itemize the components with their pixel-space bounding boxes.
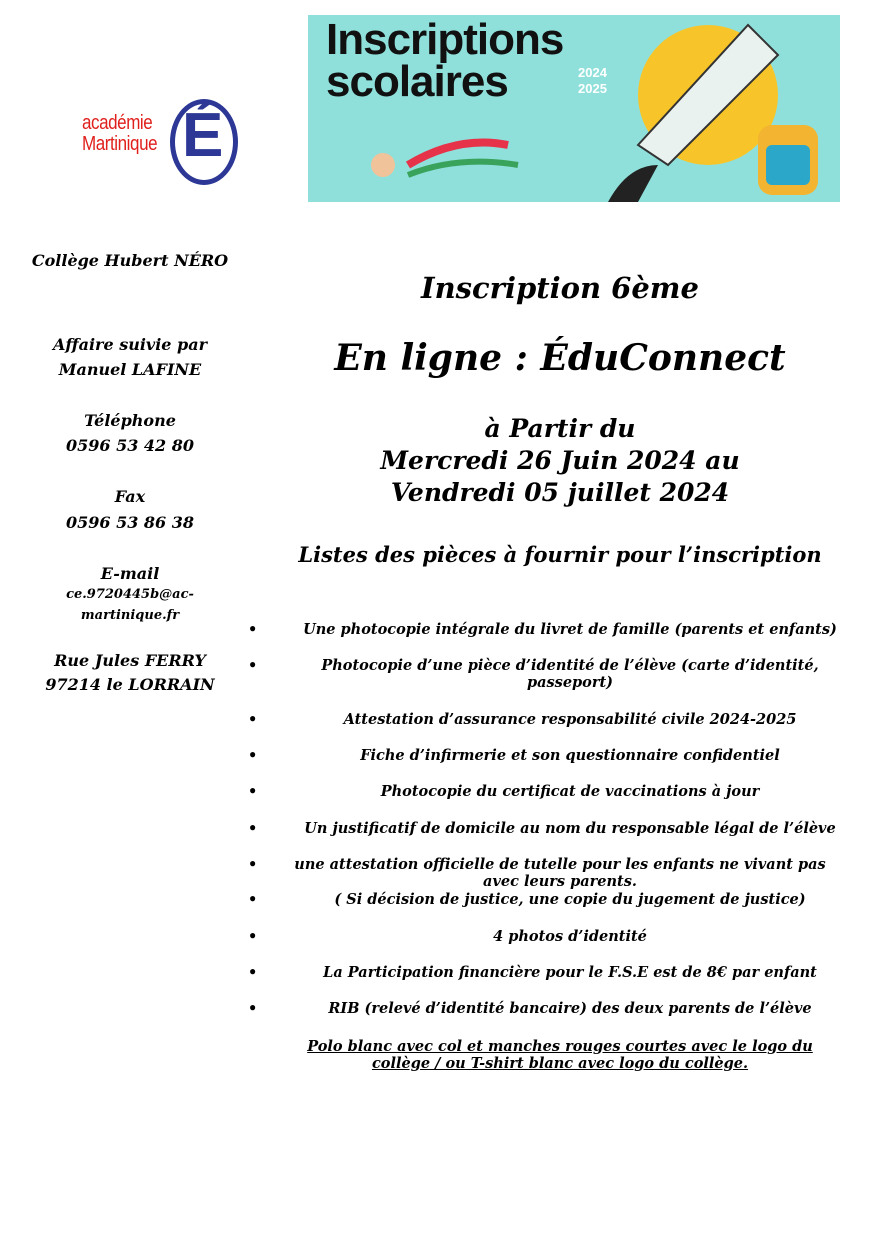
- list-item-text: Un justificatif de domicile au nom du responsable légal de l’élève: [304, 820, 836, 837]
- uniform-note-line-1: Polo blanc avec col et manches rouges courtes avec le logo du: [307, 1038, 813, 1055]
- list-item-text: Photocopie du certificat de vaccinations à jour: [380, 783, 760, 800]
- list-item-text: Attestation d’assurance responsabilité civile 2024-2025: [343, 711, 797, 728]
- email-line-2: martinique.fr: [80, 608, 180, 623]
- banner-title-2: scolaires: [326, 57, 508, 106]
- date-line-1: à Partir du: [484, 414, 636, 443]
- fax-label: Fax: [114, 487, 146, 506]
- inscriptions-banner: [308, 15, 840, 202]
- phone-label: Téléphone: [84, 411, 176, 430]
- list-item: • Un justificatif de domicile au nom du responsable légal de l’élève: [240, 820, 860, 837]
- list-item: • Une photocopie intégrale du livret de famille (parents et enfants): [240, 621, 860, 638]
- list-item: • Photocopie du certificat de vaccinations à jour: [240, 783, 860, 800]
- banner-title-1: Inscriptions: [326, 15, 564, 64]
- email-label: E-mail: [100, 564, 160, 583]
- list-item: • La Participation financière pour le F.S.E est de 8€ par enfant: [240, 964, 860, 981]
- list-item-text: Photocopie d’une pièce d’identité de l’élève (carte d’identité, passeport): [321, 657, 819, 691]
- page-subtitle: En ligne : ÉduConnect: [334, 337, 786, 379]
- list-item-text: La Participation financière pour le F.S.E est de 8€ par enfant: [323, 964, 817, 981]
- list-item: • Photocopie d’une pièce d’identité de l’élève (carte d’identité, passeport): [248, 657, 819, 691]
- list-item: • RIB (relevé d’identité bancaire) des deux parents de l’élève: [240, 1000, 860, 1017]
- school-name: Collège Hubert NÉRO: [31, 251, 229, 270]
- address-line-1: Rue Jules FERRY: [54, 651, 206, 670]
- banner-illustration: [308, 15, 840, 202]
- banner-year-1: 2024: [578, 65, 607, 80]
- date-line-2: Mercredi 26 Juin 2024 au: [380, 446, 740, 475]
- list-item: • Fiche d’infirmerie et son questionnaire confidentiel: [240, 747, 860, 764]
- list-item-text: Fiche d’infirmerie et son questionnaire confidentiel: [360, 747, 780, 764]
- documents-list-title: Listes des pièces à fournir pour l’inscription: [298, 542, 822, 567]
- followed-by-name: Manuel LAFINE: [58, 360, 202, 379]
- list-item-text: Une photocopie intégrale du livret de famille (parents et enfants): [303, 621, 837, 638]
- logo-mark: É: [182, 101, 224, 170]
- address-line-2: 97214 le LORRAIN: [45, 675, 215, 694]
- list-item: • 4 photos d’identité: [240, 928, 860, 945]
- uniform-note-line-2: collège / ou T-shirt blanc avec logo du collège.: [371, 1055, 749, 1072]
- email-line-1: ce.9720445b@ac-: [66, 587, 194, 602]
- list-item: • ( Si décision de justice, une copie du jugement de justice): [240, 891, 860, 908]
- logo-text-1: académie: [82, 112, 153, 134]
- banner-year-2: 2025: [578, 81, 607, 96]
- list-item-text: ( Si décision de justice, une copie du jugement de justice): [334, 891, 806, 908]
- list-item-text: une attestation officielle de tutelle pour les enfants ne vivant pas avec leurs parents.: [294, 856, 826, 890]
- academie-martinique-logo: [70, 75, 248, 183]
- date-line-3: Vendredi 05 juillet 2024: [390, 478, 730, 507]
- list-item: • Attestation d’assurance responsabilité civile 2024-2025: [240, 711, 860, 728]
- followed-by-label: Affaire suivie par: [52, 335, 208, 354]
- fax-number: 0596 53 86 38: [65, 513, 195, 532]
- list-item-text: 4 photos d’identité: [493, 928, 647, 945]
- page-title: Inscription 6ème: [421, 271, 699, 305]
- logo-text-2: Martinique: [82, 133, 158, 155]
- phone-number: 0596 53 42 80: [65, 436, 195, 455]
- list-item: • une attestation officielle de tutelle pour les enfants ne vivant pas avec leurs parents.: [240, 856, 860, 890]
- list-item-text: RIB (relevé d’identité bancaire) des deux parents de l’élève: [328, 1000, 812, 1017]
